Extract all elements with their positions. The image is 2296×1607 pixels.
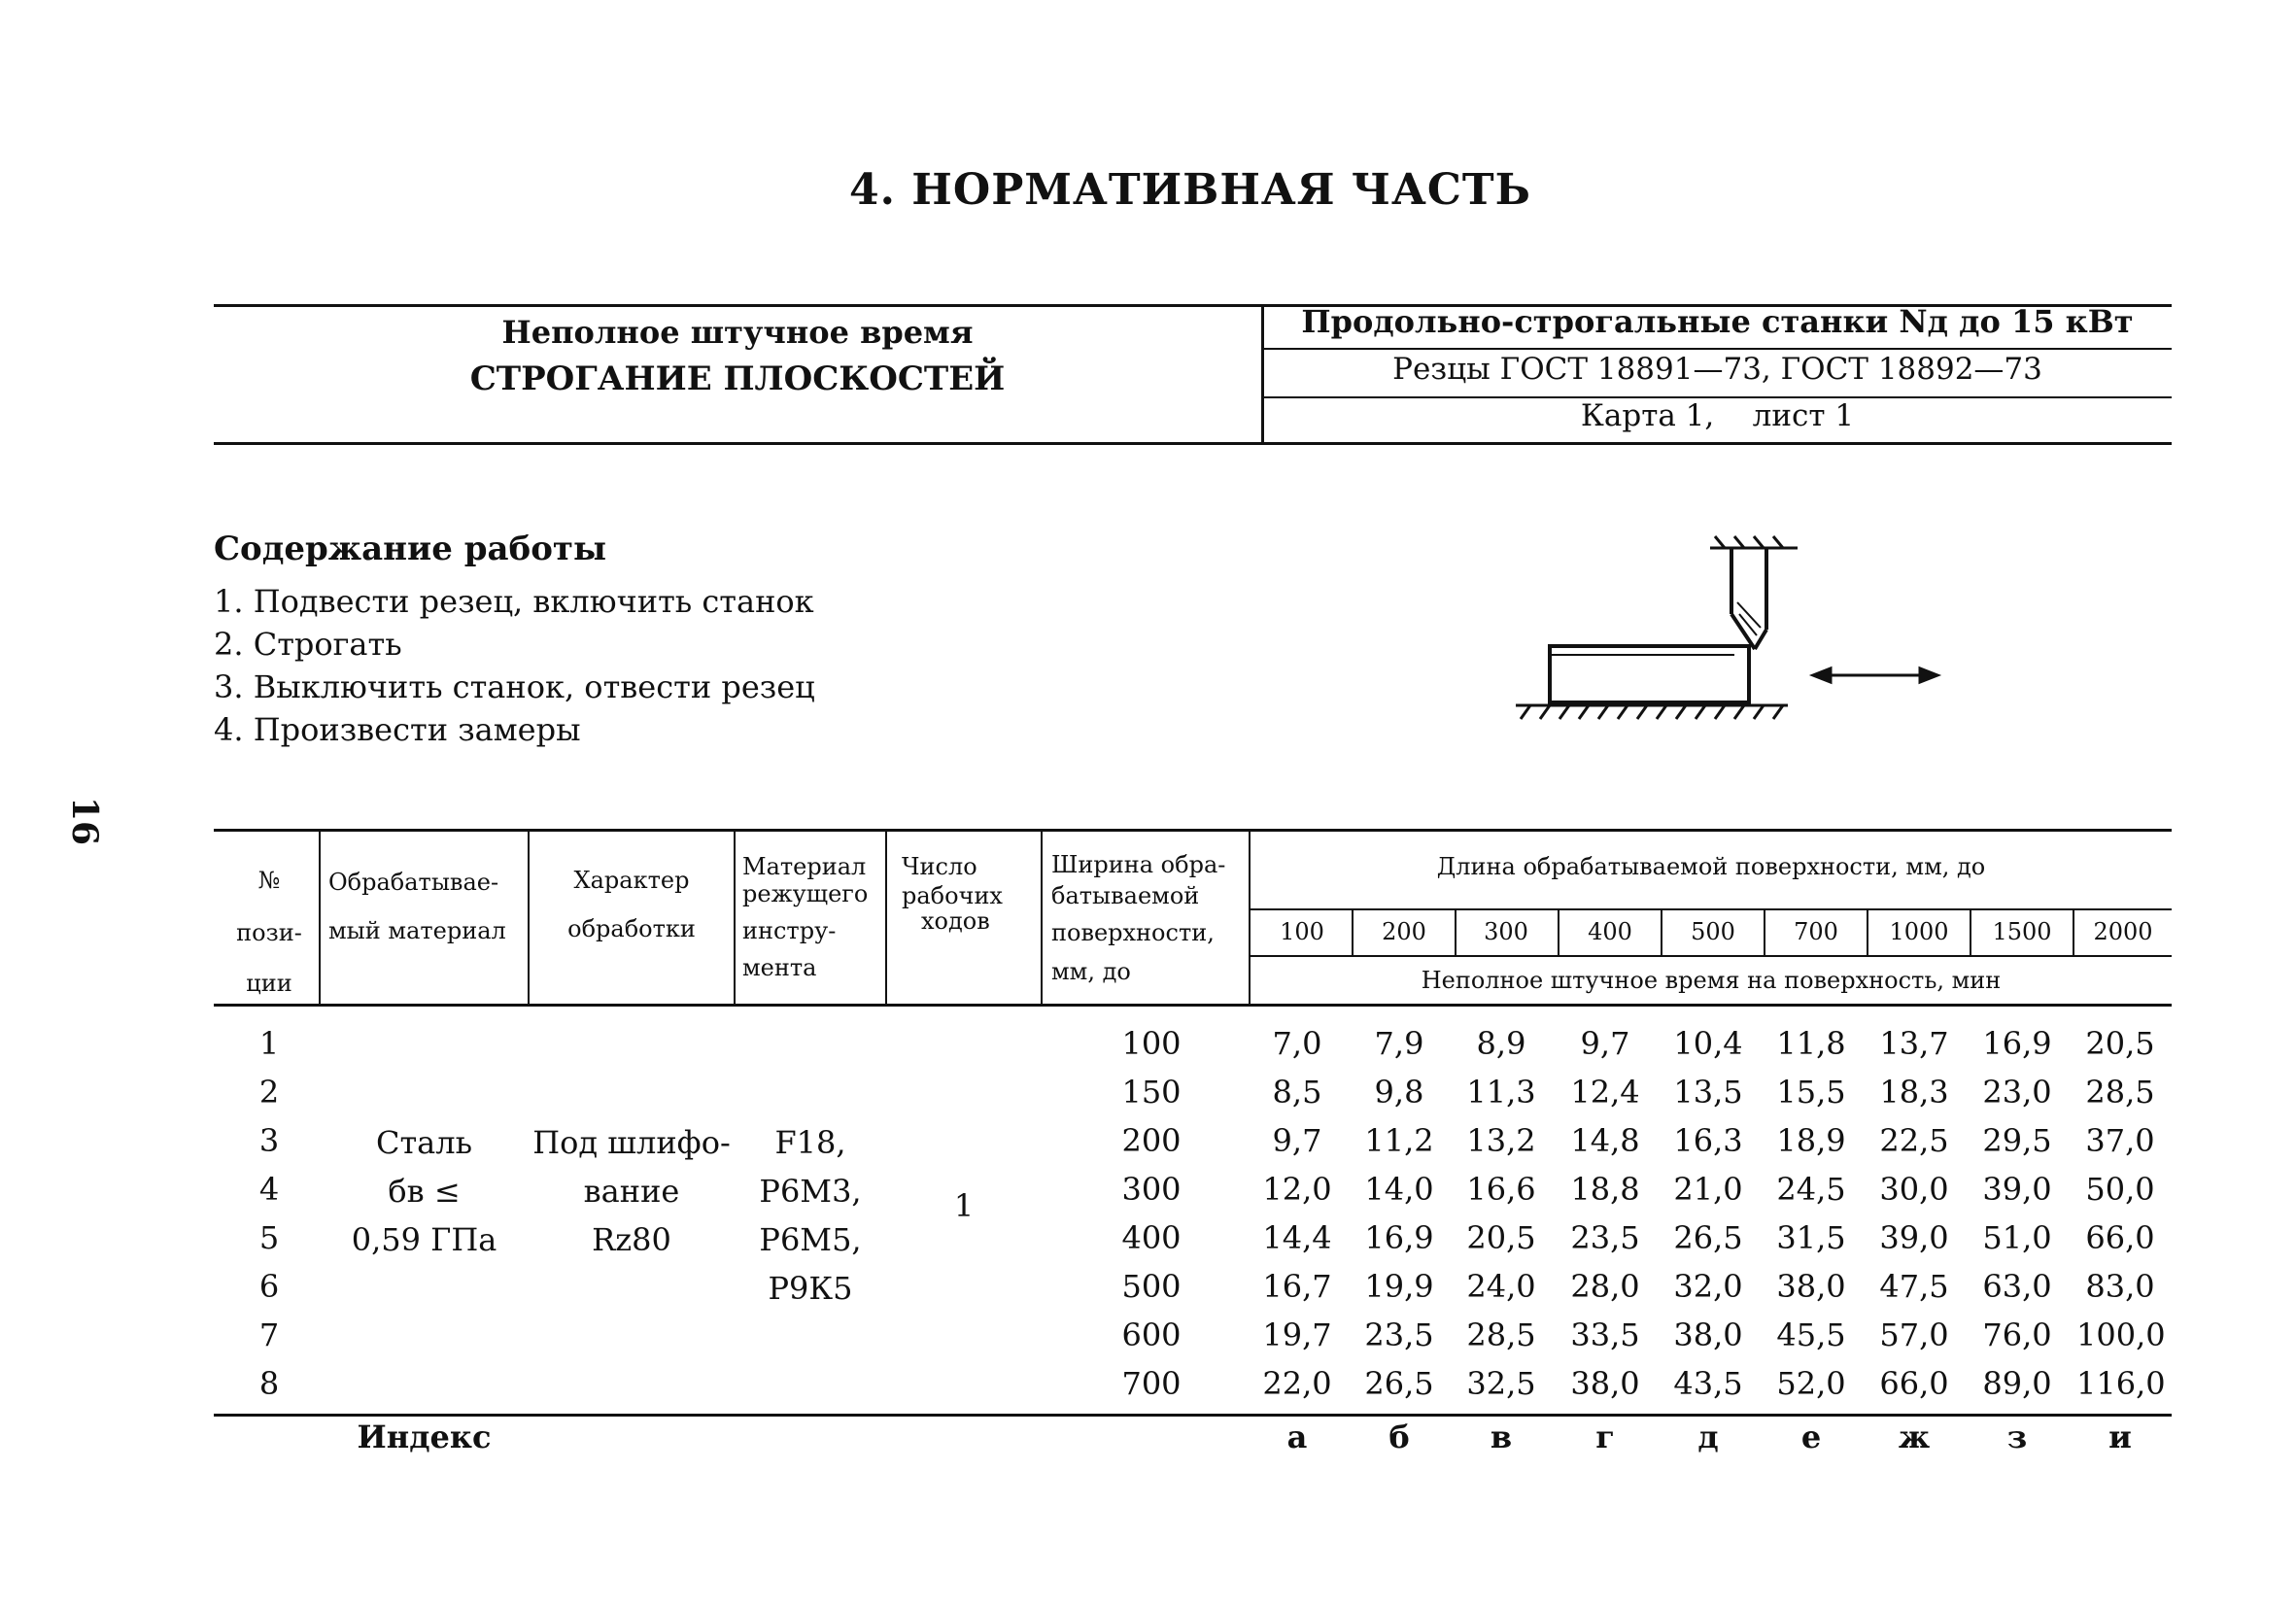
time-value: 13,2: [1466, 1122, 1536, 1159]
planing-diagram: [1496, 534, 1953, 738]
length-rule: [1661, 908, 1662, 955]
time-value: 8,5: [1272, 1074, 1322, 1111]
time-value: 9,7: [1580, 1025, 1630, 1062]
time-value: 63,0: [1982, 1268, 2052, 1305]
th-time-group: Неполное штучное время на поверхность, мин: [1421, 967, 2002, 994]
time-value: 39,0: [1879, 1219, 1949, 1256]
row-pos: 4: [258, 1171, 280, 1208]
work-step: 1. Подвести резец, включить станок: [214, 583, 814, 620]
header-right-line3: Карта 1, лист 1: [1580, 398, 1855, 433]
time-value: 16,3: [1673, 1122, 1743, 1159]
th-width: Ширина обра-: [1051, 851, 1226, 878]
time-value: 32,5: [1466, 1365, 1536, 1402]
time-value: 14,8: [1570, 1122, 1640, 1159]
index-letter: д: [1697, 1419, 1719, 1455]
time-value: 22,5: [1879, 1122, 1949, 1159]
time-value: 18,8: [1570, 1171, 1640, 1208]
row-pos: 2: [258, 1074, 280, 1111]
merged-character: Под шлифо-: [532, 1124, 731, 1161]
time-value: 14,4: [1262, 1219, 1332, 1256]
row-pos: 1: [258, 1025, 280, 1062]
row-pos: 6: [258, 1268, 280, 1305]
col-rule: [885, 829, 887, 1006]
row-pos: 8: [258, 1365, 280, 1402]
row-pos: 7: [258, 1316, 280, 1353]
th-tool: мента: [742, 954, 817, 981]
time-value: 100,0: [2076, 1316, 2166, 1353]
header-right-line2: Резцы ГОСТ 18891—73, ГОСТ 18892—73: [1392, 352, 2042, 387]
time-value: 11,3: [1466, 1074, 1536, 1111]
time-value: 28,5: [1466, 1316, 1536, 1353]
time-value: 50,0: [2085, 1171, 2155, 1208]
double-arrow-icon: [1813, 668, 1937, 682]
time-value: 66,0: [2085, 1219, 2155, 1256]
header-bottom-rule: [214, 442, 2172, 445]
index-label: Индекс: [357, 1419, 492, 1455]
time-value: 76,0: [1982, 1316, 2052, 1353]
th-tool: инстру-: [742, 917, 837, 944]
time-value: 39,0: [1982, 1171, 2052, 1208]
time-value: 66,0: [1879, 1365, 1949, 1402]
time-value: 28,0: [1570, 1268, 1640, 1305]
header-right-rule-1: [1261, 348, 2172, 350]
th-width: батываемой: [1051, 882, 1200, 909]
time-value: 43,5: [1673, 1365, 1743, 1402]
length-rule: [1455, 908, 1456, 955]
row-pos: 3: [258, 1122, 280, 1159]
th-passes: ходов: [921, 907, 990, 935]
time-value: 45,5: [1776, 1316, 1846, 1353]
time-value: 10,4: [1673, 1025, 1743, 1062]
merged-tool: Р9К5: [768, 1270, 853, 1307]
time-value: 28,5: [2085, 1074, 2155, 1111]
th-length: 400: [1588, 918, 1632, 945]
th-passes: Число: [902, 853, 977, 880]
time-value: 20,5: [1466, 1219, 1536, 1256]
time-value: 7,9: [1374, 1025, 1424, 1062]
time-value: 24,5: [1776, 1171, 1846, 1208]
th-length: 500: [1691, 918, 1735, 945]
time-value: 13,5: [1673, 1074, 1743, 1111]
time-value: 19,9: [1364, 1268, 1434, 1305]
time-value: 32,0: [1673, 1268, 1743, 1305]
length-rule: [1970, 908, 1971, 955]
th-length: 2000: [2093, 918, 2153, 945]
row-width: 200: [1121, 1122, 1182, 1159]
row-width: 300: [1121, 1171, 1182, 1208]
th-length: 300: [1484, 918, 1528, 945]
row-width: 700: [1121, 1365, 1182, 1402]
length-rule: [2073, 908, 2074, 955]
time-value: 16,9: [1982, 1025, 2052, 1062]
col-rule: [1041, 829, 1043, 1006]
length-group-rule: [1251, 908, 2172, 910]
merged-passes: 1: [953, 1187, 975, 1224]
row-pos: 5: [258, 1219, 280, 1256]
time-value: 16,7: [1262, 1268, 1332, 1305]
table-header-bottom-rule: [214, 1004, 2172, 1007]
time-value: 22,0: [1262, 1365, 1332, 1402]
header-left-line1: Неполное штучное время: [501, 314, 974, 351]
time-value: 38,0: [1776, 1268, 1846, 1305]
th-length-group: Длина обрабатываемой поверхности, мм, до: [1436, 853, 1986, 880]
index-letter: а: [1286, 1419, 1308, 1455]
time-value: 26,5: [1673, 1219, 1743, 1256]
time-value: 15,5: [1776, 1074, 1846, 1111]
merged-material: 0,59 ГПа: [351, 1221, 497, 1258]
merged-tool: Р6М3,: [759, 1173, 862, 1210]
time-value: 9,7: [1272, 1122, 1322, 1159]
time-value: 8,9: [1476, 1025, 1526, 1062]
time-value: 7,0: [1272, 1025, 1322, 1062]
time-value: 19,7: [1262, 1316, 1332, 1353]
length-rule: [1558, 908, 1559, 955]
th-length: 1000: [1889, 918, 1949, 945]
row-width: 150: [1121, 1074, 1182, 1111]
th-pos: №: [257, 867, 281, 894]
time-value: 12,0: [1262, 1171, 1332, 1208]
th-character: Характер: [573, 867, 690, 894]
row-width: 500: [1121, 1268, 1182, 1305]
time-value: 52,0: [1776, 1365, 1846, 1402]
index-letter: в: [1490, 1419, 1513, 1455]
th-width: мм, до: [1051, 958, 1131, 985]
time-value: 47,5: [1879, 1268, 1949, 1305]
time-value: 30,0: [1879, 1171, 1949, 1208]
table-bottom-rule: [214, 1414, 2172, 1417]
index-letter: г: [1595, 1419, 1615, 1455]
time-value: 21,0: [1673, 1171, 1743, 1208]
time-value: 23,0: [1982, 1074, 2052, 1111]
th-length: 1500: [1992, 918, 2052, 945]
time-value: 31,5: [1776, 1219, 1846, 1256]
length-rule: [1764, 908, 1765, 955]
time-value: 9,8: [1374, 1074, 1424, 1111]
time-value: 89,0: [1982, 1365, 2052, 1402]
time-value: 51,0: [1982, 1219, 2052, 1256]
tool-holder-hatch-icon: [1710, 536, 1798, 548]
cutter-icon: [1731, 548, 1766, 649]
time-value: 116,0: [2076, 1365, 2166, 1402]
length-rule: [1867, 908, 1868, 955]
time-value: 13,7: [1879, 1025, 1949, 1062]
time-value: 12,4: [1570, 1074, 1640, 1111]
col-rule: [734, 829, 736, 1006]
th-material: мый материал: [328, 917, 506, 944]
time-value: 83,0: [2085, 1268, 2155, 1305]
time-value: 16,6: [1466, 1171, 1536, 1208]
work-step: 4. Произвести замеры: [214, 711, 581, 748]
index-letter: и: [2108, 1419, 2132, 1455]
merged-character: Rz80: [592, 1221, 671, 1258]
time-value: 14,0: [1364, 1171, 1434, 1208]
page-title: 4. НОРМАТИВНАЯ ЧАСТЬ: [849, 165, 1531, 215]
th-length: 700: [1794, 918, 1838, 945]
time-value: 33,5: [1570, 1316, 1640, 1353]
merged-tool: F18,: [774, 1124, 846, 1161]
time-value: 29,5: [1982, 1122, 2052, 1159]
th-character: обработки: [567, 915, 696, 942]
index-letter: е: [1800, 1419, 1822, 1455]
index-letter: б: [1388, 1419, 1410, 1455]
work-step: 3. Выключить станок, отвести резец: [214, 668, 815, 705]
th-pos: пози-: [236, 919, 302, 946]
time-value: 16,9: [1364, 1219, 1434, 1256]
time-value: 23,5: [1570, 1219, 1640, 1256]
time-value: 38,0: [1570, 1365, 1640, 1402]
time-value: 57,0: [1879, 1316, 1949, 1353]
th-pos: ции: [246, 970, 292, 997]
time-value: 23,5: [1364, 1316, 1434, 1353]
index-letter: з: [2006, 1419, 2028, 1455]
work-title: Содержание работы: [214, 530, 607, 568]
length-rule: [1352, 908, 1354, 955]
page-number: 16: [64, 797, 105, 846]
work-step: 2. Строгать: [214, 626, 402, 663]
th-material: Обрабатывае-: [328, 869, 499, 896]
th-tool: Материал: [742, 853, 867, 880]
th-passes: рабочих: [902, 882, 1003, 909]
header-left-line2: СТРОГАНИЕ ПЛОСКОСТЕЙ: [469, 359, 1006, 398]
header-right-line1: Продольно-строгальные станки Nд до 15 кВт: [1301, 303, 2134, 340]
col-rule: [319, 829, 321, 1006]
length-values-rule: [1251, 955, 2172, 957]
row-width: 400: [1121, 1219, 1182, 1256]
time-value: 38,0: [1673, 1316, 1743, 1353]
merged-material: бв ≤: [388, 1173, 461, 1210]
time-value: 18,9: [1776, 1122, 1846, 1159]
merged-tool: Р6М5,: [759, 1221, 862, 1258]
table-top-rule: [214, 829, 2172, 832]
index-letter: ж: [1898, 1419, 1931, 1455]
time-value: 37,0: [2085, 1122, 2155, 1159]
time-value: 24,0: [1466, 1268, 1536, 1305]
th-length: 100: [1280, 918, 1324, 945]
th-width: поверхности,: [1051, 919, 1215, 946]
th-length: 200: [1382, 918, 1426, 945]
th-tool: режущего: [742, 880, 869, 907]
time-value: 11,8: [1776, 1025, 1846, 1062]
machine-table-hatch-icon: [1516, 705, 1788, 719]
time-value: 20,5: [2085, 1025, 2155, 1062]
time-value: 11,2: [1364, 1122, 1434, 1159]
time-value: 18,3: [1879, 1074, 1949, 1111]
time-value: 26,5: [1364, 1365, 1434, 1402]
merged-character: вание: [583, 1173, 680, 1210]
row-width: 600: [1121, 1316, 1182, 1353]
row-width: 100: [1121, 1025, 1182, 1062]
merged-material: Сталь: [375, 1124, 472, 1161]
